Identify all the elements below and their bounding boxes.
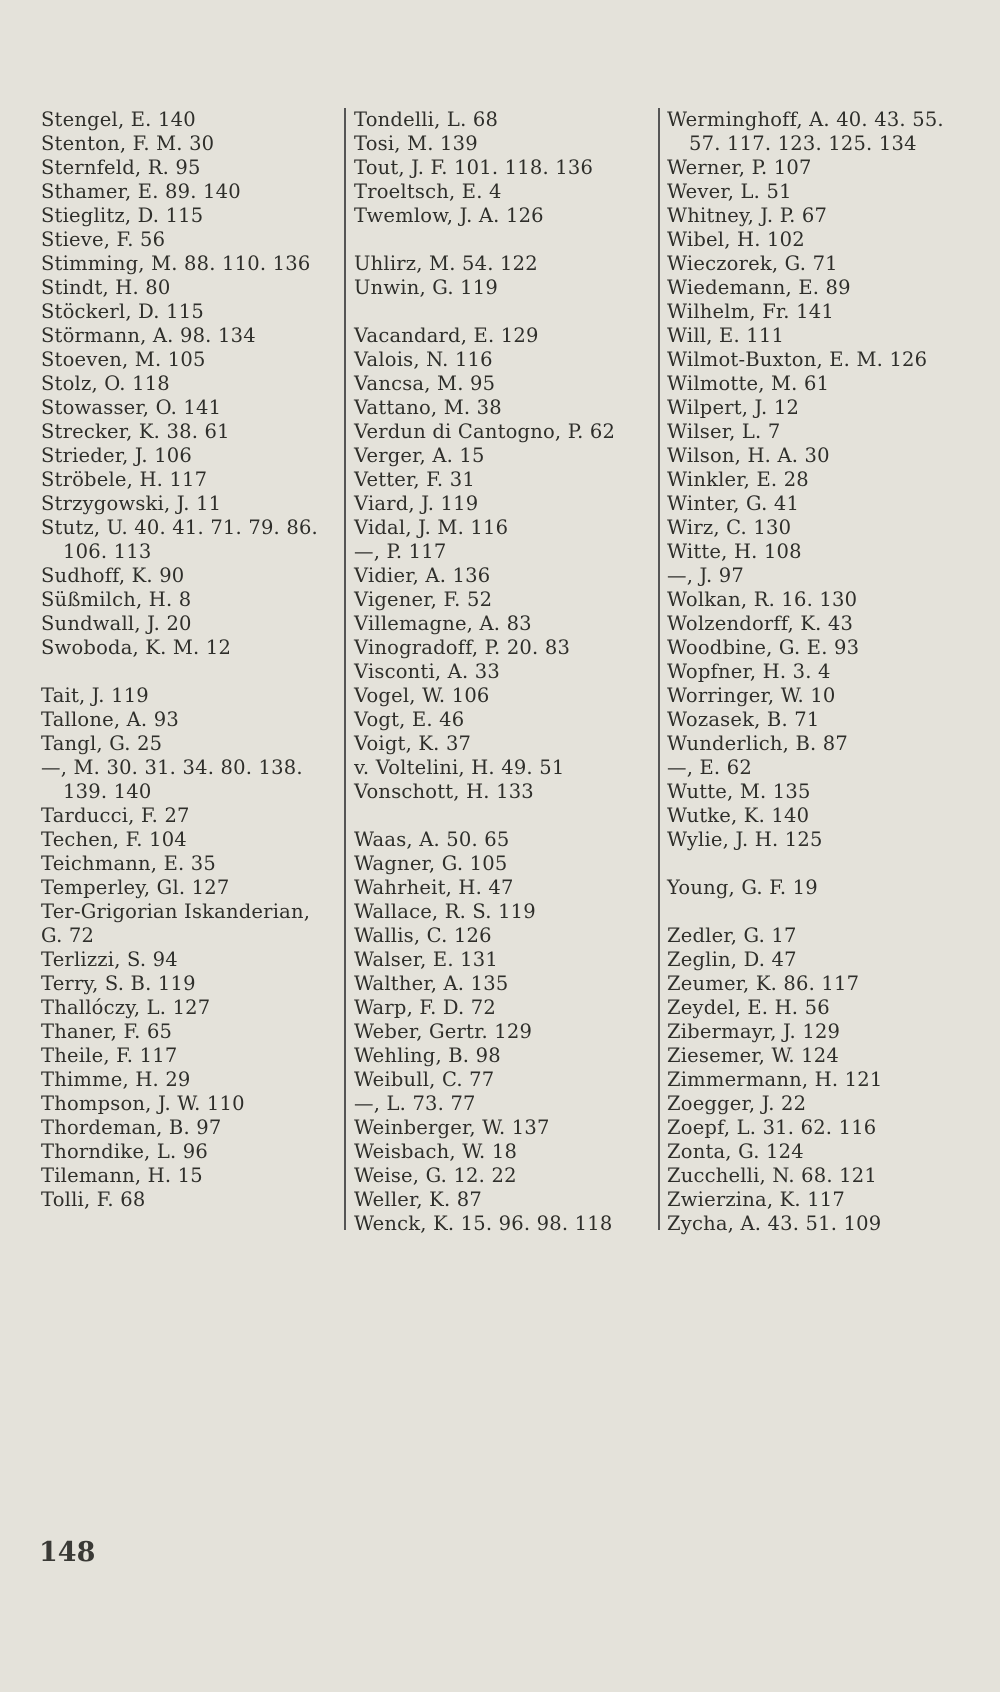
index-entry: Visconti, A. 33: [354, 660, 500, 683]
index-entry: Winkler, E. 28: [667, 468, 809, 491]
index-entry: Stimming, M. 88. 110. 136: [41, 252, 311, 275]
index-column-3: [667, 108, 997, 1236]
index-entry: Zoepf, L. 31. 62. 116: [667, 1116, 877, 1139]
index-entry: Whitney, J. P. 67: [667, 204, 828, 227]
index-entry: Wolkan, R. 16. 130: [667, 588, 858, 611]
index-entry: Zeumer, K. 86. 117: [667, 972, 860, 995]
index-entry: Tondelli, L. 68: [354, 108, 499, 131]
index-entry: Tilemann, H. 15: [41, 1164, 203, 1187]
index-entry: v. Voltelini, H. 49. 51: [354, 756, 565, 779]
index-entry: —, J. 97: [667, 564, 745, 587]
index-entry: Will, E. 111: [667, 324, 785, 347]
index-entry: Zoegger, J. 22: [667, 1092, 807, 1115]
index-entry: Wolzendorff, K. 43: [667, 612, 854, 635]
index-entry: Wilpert, J. 12: [667, 396, 800, 419]
index-entry: Zonta, G. 124: [667, 1140, 804, 1163]
index-entry: Tait, J. 119: [41, 684, 149, 707]
index-entry: Terry, S. B. 119: [41, 972, 196, 995]
index-entry: Stengel, E. 140: [41, 108, 196, 131]
index-entry: Wopfner, H. 3. 4: [667, 660, 831, 683]
index-entry: Tarducci, F. 27: [41, 804, 190, 827]
index-entry: Stenton, F. M. 30: [41, 132, 215, 155]
index-entry: Stolz, O. 118: [41, 372, 170, 395]
section-gap: [354, 228, 654, 252]
index-entry: Süßmilch, H. 8: [41, 588, 192, 611]
index-entry: Weller, K. 87: [354, 1188, 482, 1211]
index-entry: Vidier, A. 136: [354, 564, 491, 587]
section-gap: [667, 900, 997, 924]
index-entry: Sundwall, J. 20: [41, 612, 192, 635]
index-entry: Zimmermann, H. 121: [667, 1068, 883, 1091]
index-entry: Wehling, B. 98: [354, 1044, 501, 1067]
index-entry: Voigt, K. 37: [354, 732, 472, 755]
index-entry: Stindt, H. 80: [41, 276, 171, 299]
index-entry: Zedler, G. 17: [667, 924, 797, 947]
index-entry: Werner, P. 107: [667, 156, 812, 179]
index-entry: Troeltsch, E. 4: [354, 180, 502, 203]
index-entry: Wunderlich, B. 87: [667, 732, 849, 755]
index-entry: Wilhelm, Fr. 141: [667, 300, 834, 323]
index-entry: Verdun di Cantogno, P. 62: [354, 420, 616, 443]
index-entry: Weisbach, W. 18: [354, 1140, 518, 1163]
index-entry: Weise, G. 12. 22: [354, 1164, 517, 1187]
index-entry: —, M. 30. 31. 34. 80. 138.: [41, 756, 303, 779]
index-entry: Woodbine, G. E. 93: [667, 636, 860, 659]
index-entry: Walser, E. 131: [354, 948, 498, 971]
section-gap: [354, 804, 654, 828]
index-entry: 57. 117. 123. 125. 134: [689, 132, 917, 155]
index-entry: Zycha, A. 43. 51. 109: [667, 1212, 882, 1235]
index-entry: Wilmotte, M. 61: [667, 372, 830, 395]
index-entry: Theile, F. 117: [41, 1044, 178, 1067]
index-entry: Zibermayr, J. 129: [667, 1020, 841, 1043]
index-entry: Vonschott, H. 133: [354, 780, 534, 803]
page-number: 148: [39, 1537, 96, 1568]
index-entry: Zwierzina, K. 117: [667, 1188, 846, 1211]
index-entry: Stöckerl, D. 115: [41, 300, 204, 323]
index-entry: Vattano, M. 38: [354, 396, 502, 419]
index-entry: Swoboda, K. M. 12: [41, 636, 232, 659]
index-entry: Wahrheit, H. 47: [354, 876, 514, 899]
index-entry: Stieglitz, D. 115: [41, 204, 204, 227]
index-entry: Techen, F. 104: [41, 828, 187, 851]
index-entry: Tallone, A. 93: [41, 708, 179, 731]
index-entry: Uhlirz, M. 54. 122: [354, 252, 538, 275]
index-entry: Thordeman, B. 97: [41, 1116, 222, 1139]
index-entry: Weber, Gertr. 129: [354, 1020, 533, 1043]
index-entry: Wibel, H. 102: [667, 228, 805, 251]
index-entry: Stieve, F. 56: [41, 228, 166, 251]
index-entry: Vogt, E. 46: [354, 708, 465, 731]
column-divider: [344, 108, 346, 1230]
index-entry: Thaner, F. 65: [41, 1020, 173, 1043]
index-entry: Wieczorek, G. 71: [667, 252, 838, 275]
section-gap: [667, 852, 997, 876]
index-entry: Vidal, J. M. 116: [354, 516, 509, 539]
index-entry: Zucchelli, N. 68. 121: [667, 1164, 877, 1187]
index-entry: Viard, J. 119: [354, 492, 479, 515]
index-column-1: [41, 108, 341, 1212]
index-entry: Strieder, J. 106: [41, 444, 193, 467]
index-entry: Vacandard, E. 129: [354, 324, 539, 347]
index-entry: Ströbele, H. 117: [41, 468, 208, 491]
index-entry: Tangl, G. 25: [41, 732, 163, 755]
index-entry: Tout, J. F. 101. 118. 136: [354, 156, 594, 179]
index-entry: Warp, F. D. 72: [354, 996, 497, 1019]
index-entry: Sthamer, E. 89. 140: [41, 180, 241, 203]
index-entry: Wallace, R. S. 119: [354, 900, 536, 923]
index-entry: Wozasek, B. 71: [667, 708, 820, 731]
index-entry: Wutte, M. 135: [667, 780, 811, 803]
index-entry: Zeglin, D. 47: [667, 948, 797, 971]
index-entry: Thompson, J. W. 110: [41, 1092, 245, 1115]
index-entry: Zeydel, E. H. 56: [667, 996, 830, 1019]
index-entry: Wirz, C. 130: [667, 516, 792, 539]
index-entry: Valois, N. 116: [354, 348, 493, 371]
index-entry: Stowasser, O. 141: [41, 396, 222, 419]
section-gap: [41, 660, 341, 684]
index-entry: Tosi, M. 139: [354, 132, 478, 155]
index-entry: Wallis, C. 126: [354, 924, 492, 947]
index-entry: Weibull, C. 77: [354, 1068, 495, 1091]
index-entry: Worringer, W. 10: [667, 684, 836, 707]
index-entry: Vogel, W. 106: [354, 684, 490, 707]
section-gap: [354, 300, 654, 324]
index-entry: Waas, A. 50. 65: [354, 828, 510, 851]
index-entry: Wylie, J. H. 125: [667, 828, 823, 851]
index-entry: Teichmann, E. 35: [41, 852, 217, 875]
index-entry: —, L. 73. 77: [354, 1092, 476, 1115]
index-entry: —, P. 117: [354, 540, 447, 563]
index-entry: Terlizzi, S. 94: [41, 948, 178, 971]
index-entry: Twemlow, J. A. 126: [354, 204, 544, 227]
index-entry: G. 72: [41, 924, 95, 947]
index-entry: Villemagne, A. 83: [354, 612, 532, 635]
index-entry: Wutke, K. 140: [667, 804, 810, 827]
index-entry: Thimme, H. 29: [41, 1068, 191, 1091]
index-entry: Winter, G. 41: [667, 492, 800, 515]
index-entry: Walther, A. 135: [354, 972, 509, 995]
index-entry: Störmann, A. 98. 134: [41, 324, 256, 347]
index-entry: Wagner, G. 105: [354, 852, 508, 875]
index-entry: Wilson, H. A. 30: [667, 444, 830, 467]
index-entry: Thallóczy, L. 127: [41, 996, 211, 1019]
index-entry: —, E. 62: [667, 756, 752, 779]
index-entry: 139. 140: [63, 780, 152, 803]
index-entry: Sudhoff, K. 90: [41, 564, 185, 587]
index-entry: Tolli, F. 68: [41, 1188, 146, 1211]
index-entry: 106. 113: [63, 540, 152, 563]
index-entry: Ziesemer, W. 124: [667, 1044, 839, 1067]
index-entry: Unwin, G. 119: [354, 276, 498, 299]
index-entry: Strecker, K. 38. 61: [41, 420, 230, 443]
column-divider: [658, 108, 660, 1230]
index-entry: Stoeven, M. 105: [41, 348, 206, 371]
index-entry: Vigener, F. 52: [354, 588, 493, 611]
index-entry: Vetter, F. 31: [354, 468, 475, 491]
index-column-2: [354, 108, 654, 1236]
index-entry: Sternfeld, R. 95: [41, 156, 201, 179]
index-entry: Witte, H. 108: [667, 540, 802, 563]
index-entry: Werminghoff, A. 40. 43. 55.: [667, 108, 944, 131]
index-entry: Thorndike, L. 96: [41, 1140, 209, 1163]
index-entry: Strzygowski, J. 11: [41, 492, 222, 515]
index-entry: Stutz, U. 40. 41. 71. 79. 86.: [41, 516, 318, 539]
index-entry: Ter-Grigorian Iskanderian,: [41, 900, 311, 923]
index-entry: Weinberger, W. 137: [354, 1116, 550, 1139]
index-entry: Temperley, Gl. 127: [41, 876, 230, 899]
index-entry: Vancsa, M. 95: [354, 372, 496, 395]
index-entry: Wiedemann, E. 89: [667, 276, 851, 299]
index-entry: Vinogradoff, P. 20. 83: [354, 636, 571, 659]
index-entry: Wilser, L. 7: [667, 420, 781, 443]
index-entry: Wever, L. 51: [667, 180, 792, 203]
index-entry: Wilmot-Buxton, E. M. 126: [667, 348, 928, 371]
index-entry: Verger, A. 15: [354, 444, 485, 467]
index-entry: Wenck, K. 15. 96. 98. 118: [354, 1212, 613, 1235]
index-entry: Young, G. F. 19: [667, 876, 818, 899]
